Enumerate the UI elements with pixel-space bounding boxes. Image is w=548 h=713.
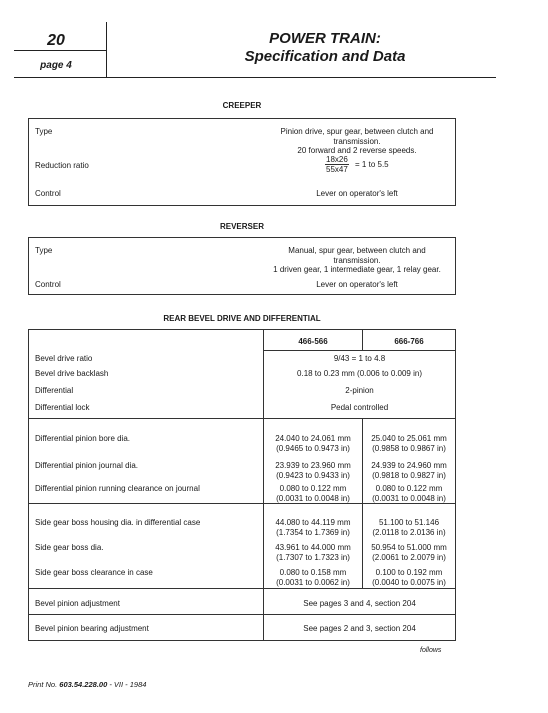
boss-housing-466-566 [264, 518, 362, 537]
bevel-drive-backlash-value: 0.18 to 0.23 mm (0.006 to 0.009 in) [297, 369, 422, 378]
creeper-type-line3: 20 forward and 2 reverse speeds. [297, 146, 417, 155]
reverser-type-value [259, 246, 455, 275]
creeper-ratio-value [325, 155, 389, 174]
creeper-type-value [259, 127, 455, 156]
page-label: page 4 [40, 60, 72, 71]
boss-dia-label: Side gear boss dia. [35, 543, 104, 552]
creeper-ratio-label: Reduction ratio [35, 161, 89, 170]
boss-clearance-666-766-mm: 0.100 to 0.192 mm [375, 568, 443, 577]
reverser-control-value: Lever on operator's left [316, 280, 398, 289]
rear-title: REAR BEVEL DRIVE AND DIFFERENTIAL [163, 314, 321, 323]
reverser-title: REVERSER [219, 222, 264, 231]
col-header-bottom-border [263, 350, 455, 351]
creeper-title: CREEPER [222, 101, 262, 110]
print-number [28, 680, 146, 689]
boss-housing-466-566-in: (1.7354 to 1.7369 in) [276, 527, 350, 537]
boss-clearance-466-566-mm: 0.080 to 0.158 mm [279, 568, 347, 577]
bearing-adjustment-value: See pages 2 and 3, section 204 [303, 624, 416, 633]
pinion-bore-666-766-in: (0.9858 to 0.9867 in) [372, 443, 446, 453]
creeper-ratio-denominator: 55x47 [326, 165, 348, 174]
boss-clearance-466-566-in: (0.0031 to 0.0062 in) [276, 577, 350, 587]
reverser-type-line2: transmission. [333, 255, 381, 265]
pinion-journal-466-566 [264, 461, 362, 480]
section-number: 20 [47, 32, 65, 49]
col-header-466-566: 466-566 [298, 337, 328, 346]
pinion-bore-666-766-mm: 25.040 to 25.061 mm [371, 434, 447, 443]
reverser-control-label: Control [35, 280, 61, 289]
pinion-journal-666-766 [363, 461, 455, 480]
boss-dia-666-766 [363, 543, 455, 562]
boss-housing-label: Side gear boss housing dia. in differential case [35, 518, 201, 527]
creeper-table [28, 118, 456, 206]
pinion-bore-466-566-in: (0.9465 to 0.9473 in) [276, 443, 350, 453]
pinion-clearance-466-566 [264, 484, 362, 503]
creeper-type-line1: Pinion drive, spur gear, between clutch and [280, 127, 434, 136]
boss-dia-666-766-mm: 50.954 to 51.000 mm [371, 543, 447, 552]
boss-clearance-label: Side gear boss clearance in case [35, 568, 153, 577]
boss-housing-666-766-mm: 51.100 to 51.146 [378, 518, 440, 527]
page-title [200, 30, 450, 66]
pinion-journal-666-766-mm: 24.939 to 24.960 mm [371, 461, 447, 470]
group1-bottom-border [29, 418, 455, 419]
boss-dia-466-566-mm: 43.961 to 44.000 mm [275, 543, 351, 552]
pinion-clearance-666-766 [363, 484, 455, 503]
boss-dia-466-566-in: (1.7307 to 1.7323 in) [276, 552, 350, 562]
differential-value: 2-pinion [345, 386, 374, 395]
differential-lock-value: Pedal controlled [330, 403, 389, 412]
creeper-ratio-fraction [325, 155, 349, 174]
header-divider-short [14, 50, 106, 51]
boss-clearance-466-566 [264, 568, 362, 587]
boss-housing-666-766 [363, 518, 455, 537]
creeper-type-label: Type [35, 127, 53, 136]
page-title-line2: Specification and Data [244, 48, 406, 65]
page-title-line1: POWER TRAIN: [269, 30, 381, 47]
bearing-adjustment-label: Bevel pinion bearing adjustment [35, 624, 149, 633]
header-divider-long [14, 77, 496, 78]
boss-housing-466-566-mm: 44.080 to 44.119 mm [275, 518, 351, 527]
pinion-clearance-label: Differential pinion running clearance on journal [35, 484, 200, 493]
print-number-value: 603.54.228.00 [59, 680, 108, 689]
reverser-type-line3: 1 driven gear, 1 intermediate gear, 1 relay gear. [273, 265, 441, 274]
pinion-bore-466-566 [264, 434, 362, 453]
pinion-journal-466-566-in: (0.9423 to 0.9433 in) [276, 470, 350, 480]
boss-dia-466-566 [264, 543, 362, 562]
pinion-adjustment-value: See pages 3 and 4, section 204 [303, 599, 416, 608]
creeper-ratio-result: = 1 to 5.5 [355, 159, 389, 169]
pinion-bore-label: Differential pinion bore dia. [35, 434, 131, 443]
pinion-journal-466-566-mm: 23.939 to 23.960 mm [275, 461, 351, 470]
pinion-clearance-666-766-mm: 0.080 to 0.122 mm [375, 484, 443, 493]
bevel-drive-backlash-label: Bevel drive backlash [35, 369, 109, 378]
creeper-ratio-numerator: 18x26 [326, 155, 348, 164]
bevel-drive-ratio-label: Bevel drive ratio [35, 354, 93, 363]
differential-label: Differential [35, 386, 74, 395]
reverser-type-label: Type [35, 246, 53, 255]
creeper-control-value: Lever on operator's left [316, 189, 398, 198]
print-number-prefix: Print No. [28, 680, 58, 689]
boss-dia-666-766-in: (2.0061 to 2.0079 in) [372, 552, 446, 562]
differential-lock-label: Differential lock [35, 403, 90, 412]
header-divider-vertical [106, 22, 107, 78]
pinion-journal-666-766-in: (0.9818 to 0.9827 in) [372, 470, 446, 480]
group2-bottom-border [29, 503, 455, 504]
reverser-type-line1: Manual, spur gear, between clutch and [288, 246, 426, 255]
bevel-drive-ratio-value: 9/43 = 1 to 4.8 [333, 354, 386, 363]
print-number-date: - VII - 1984 [109, 680, 147, 689]
adjust-divider [29, 614, 455, 615]
creeper-control-label: Control [35, 189, 61, 198]
pinion-adjustment-label: Bevel pinion adjustment [35, 599, 120, 608]
pinion-bore-466-566-mm: 24.040 to 24.061 mm [275, 434, 351, 443]
creeper-type-line2: transmission. [333, 136, 381, 146]
boss-clearance-666-766 [363, 568, 455, 587]
boss-clearance-666-766-in: (0.0040 to 0.0075 in) [372, 577, 446, 587]
group3-bottom-border [29, 588, 455, 589]
rear-table [28, 329, 456, 641]
boss-housing-666-766-in: (2.0118 to 2.0136 in) [372, 527, 446, 537]
pinion-clearance-666-766-in: (0.0031 to 0.0048 in) [372, 493, 446, 503]
col-header-666-766: 666-766 [394, 337, 424, 346]
reverser-table [28, 237, 456, 295]
pinion-clearance-466-566-in: (0.0031 to 0.0048 in) [276, 493, 350, 503]
pinion-clearance-466-566-mm: 0.080 to 0.122 mm [279, 484, 347, 493]
pinion-bore-666-766 [363, 434, 455, 453]
pinion-journal-label: Differential pinion journal dia. [35, 461, 139, 470]
follows-note: follows [420, 647, 442, 654]
